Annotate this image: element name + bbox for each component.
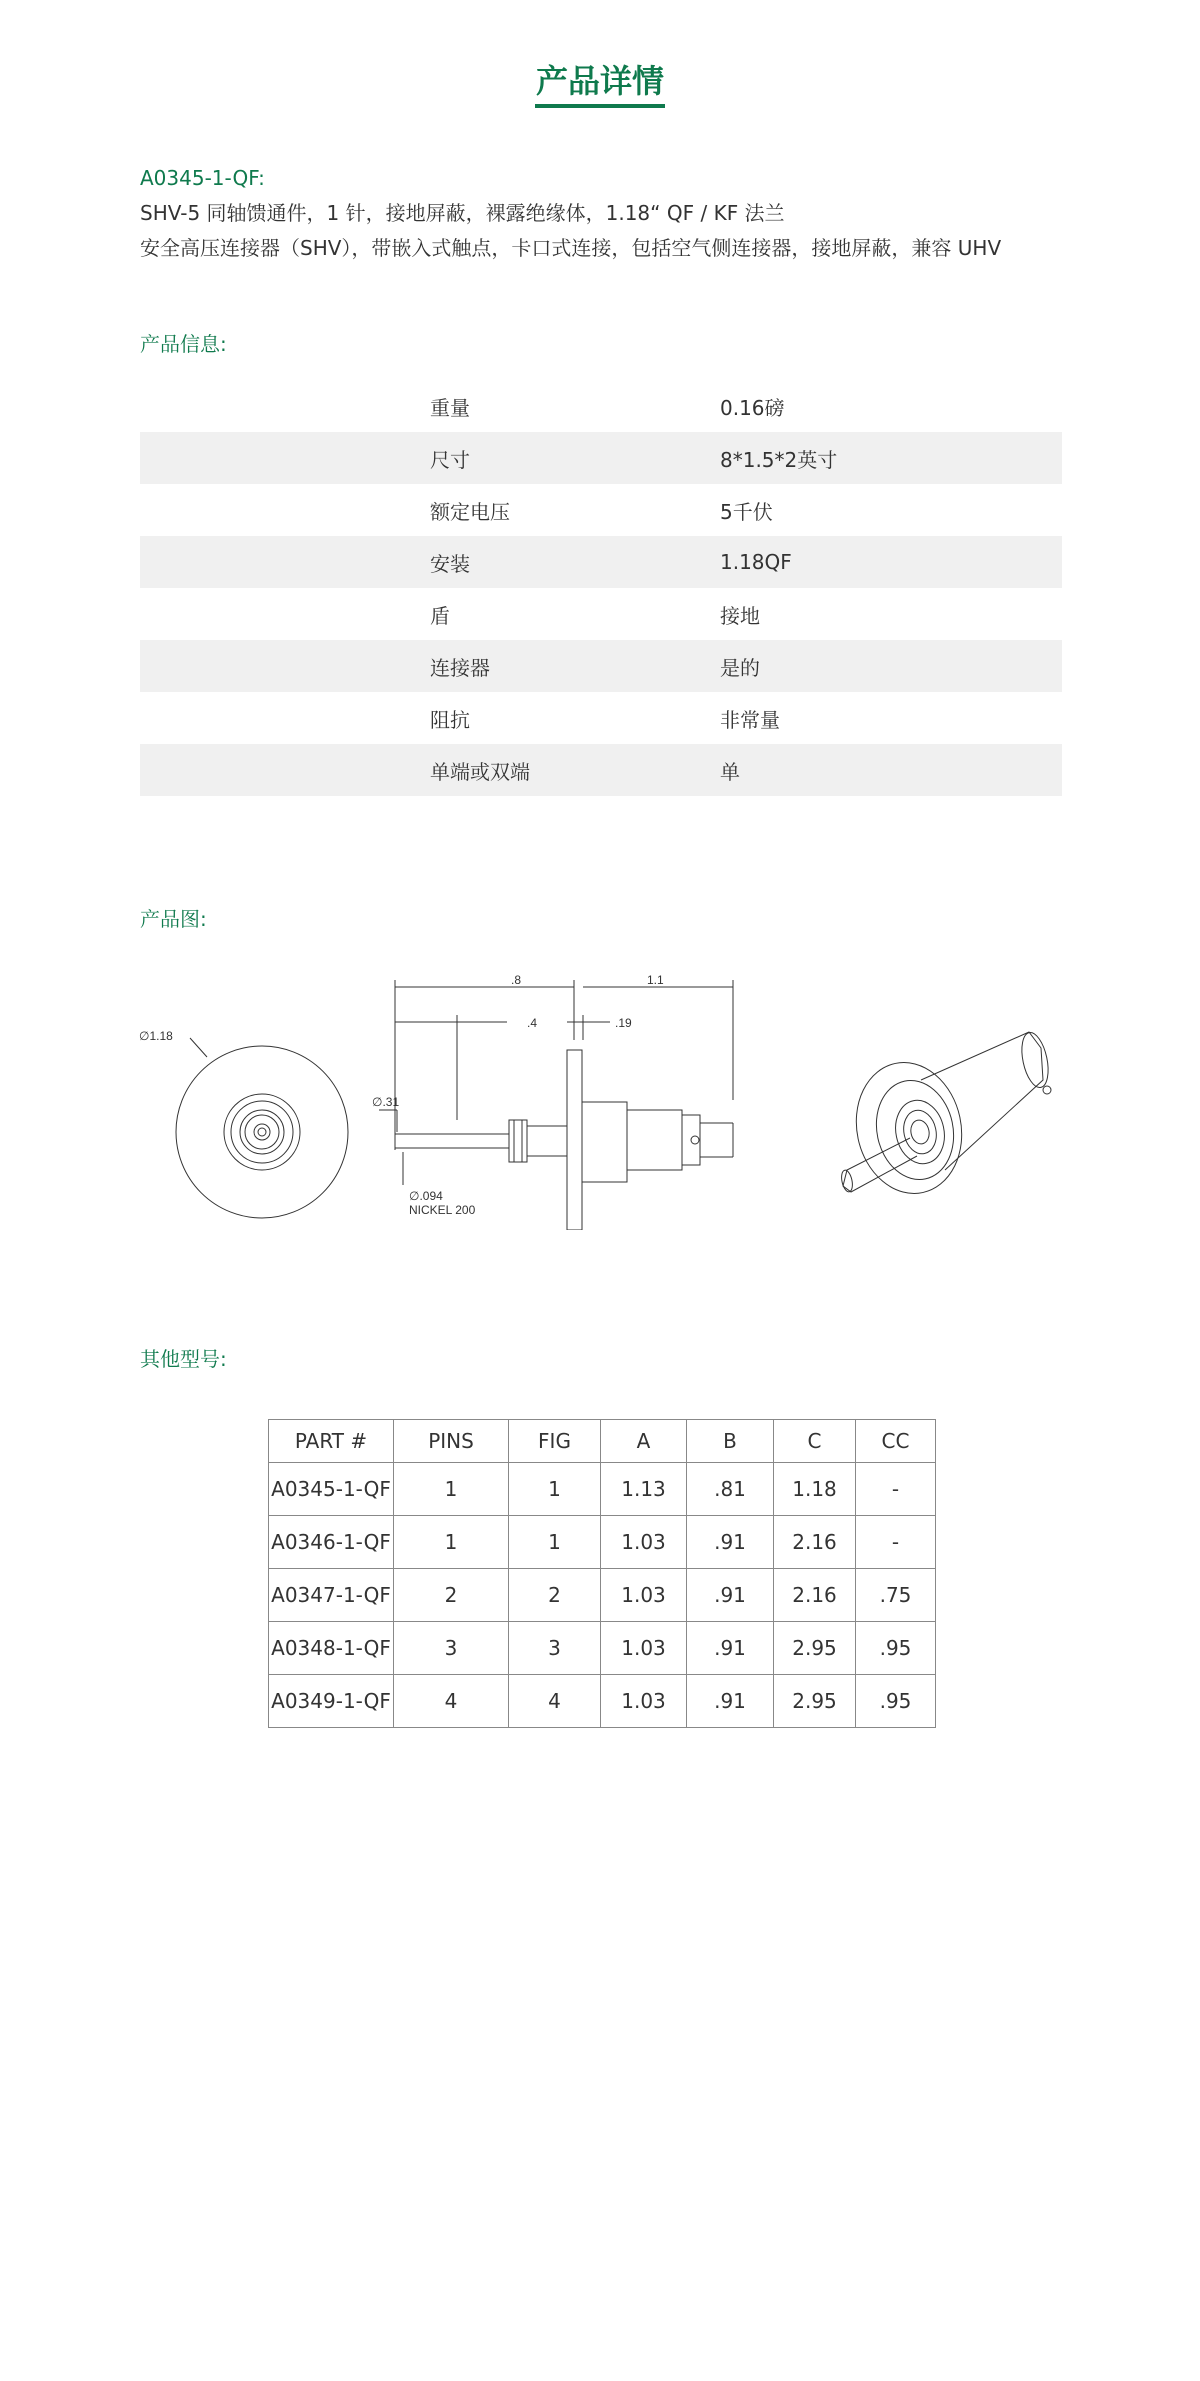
table-cell: .91 [687,1569,774,1622]
column-header: PINS [394,1420,509,1463]
spec-value: 8*1.5*2英寸 [720,447,838,472]
table-cell: 2.95 [774,1622,856,1675]
table-cell: A0347-1-QF [269,1569,394,1622]
table-cell: .95 [856,1675,936,1728]
product-figure-label: 产品图: [140,907,207,931]
column-header: PART # [269,1420,394,1463]
intro-line-2: 安全高压连接器（SHV），带嵌入式触点，卡口式连接，包括空气侧连接器，接地屏蔽，兼容 UHV [140,236,1002,260]
title-underline [535,104,665,108]
spec-key: 单端或双端 [430,759,530,784]
spec-value: 单 [720,759,740,784]
spec-key: 盾 [430,603,450,628]
table-cell: 1.03 [601,1675,687,1728]
table-cell: 1 [394,1463,509,1516]
intro-line-1: SHV-5 同轴馈通件，1 针，接地屏蔽，裸露绝缘体，1.18“ QF / KF 法兰 [140,201,785,225]
table-cell: 1.13 [601,1463,687,1516]
spec-row [140,380,1062,432]
spec-row [140,640,1062,692]
table-row [269,1569,936,1622]
material-label: NICKEL 200 [409,1203,476,1217]
table-cell: 4 [509,1675,601,1728]
spec-key: 额定电压 [430,499,510,524]
flange-dia-label: ∅1.18 [139,1029,173,1043]
product-info-label: 产品信息: [140,332,227,356]
spec-key: 安装 [430,551,470,576]
table-cell: .75 [856,1569,936,1622]
dim-label: ∅.094 [409,1189,443,1203]
spec-key: 尺寸 [430,447,470,472]
table-cell: 2 [394,1569,509,1622]
table-cell: 3 [394,1622,509,1675]
table-cell: A0345-1-QF [269,1463,394,1516]
table-cell: .95 [856,1622,936,1675]
dim-label: ∅.31 [372,1095,400,1109]
front-view [139,1029,348,1218]
table-cell: A0346-1-QF [269,1516,394,1569]
other-models-label: 其他型号: [140,1347,227,1371]
dim-label: .19 [615,1016,632,1030]
column-header: C [774,1420,856,1463]
spec-value: 是的 [720,655,760,680]
spec-value: 5千伏 [720,499,773,524]
table-header-row [269,1420,936,1463]
table-cell: .81 [687,1463,774,1516]
side-view [372,973,733,1230]
column-header: B [687,1420,774,1463]
spec-row [140,536,1062,588]
spec-row [140,692,1062,744]
table-cell: - [856,1516,936,1569]
spec-row [140,744,1062,796]
spec-key: 重量 [430,395,470,420]
table-cell: A0349-1-QF [269,1675,394,1728]
technical-drawing [135,960,1070,1230]
table-cell: 1 [509,1463,601,1516]
model-label: A0345-1-QF: [140,166,265,190]
table-row [269,1622,936,1675]
table-cell: 1 [394,1516,509,1569]
table-cell: .91 [687,1675,774,1728]
product-info-table [140,380,1062,796]
table-row [269,1675,936,1728]
spec-value: 1.18QF [720,550,792,574]
table-cell: 4 [394,1675,509,1728]
table-cell: 1.03 [601,1569,687,1622]
table-cell: - [856,1463,936,1516]
spec-row [140,484,1062,536]
spec-value: 接地 [720,603,760,628]
spec-key: 阻抗 [430,707,470,732]
table-cell: 2 [509,1569,601,1622]
column-header: CC [856,1420,936,1463]
dim-label: .8 [511,973,522,987]
table-cell: 1.03 [601,1516,687,1569]
column-header: A [601,1420,687,1463]
spec-value: 0.16磅 [720,395,785,420]
table-cell: .91 [687,1622,774,1675]
table-row [269,1516,936,1569]
table-cell: .91 [687,1516,774,1569]
spec-row [140,432,1062,484]
table-cell: 1 [509,1516,601,1569]
column-header: FIG [509,1420,601,1463]
table-cell: A0348-1-QF [269,1622,394,1675]
table-cell: 2.95 [774,1675,856,1728]
spec-key: 连接器 [430,655,490,680]
dim-label: .4 [527,1016,538,1030]
table-row [269,1463,936,1516]
table-cell: 1.03 [601,1622,687,1675]
spec-row [140,588,1062,640]
table-cell: 2.16 [774,1569,856,1622]
dim-label: 1.1 [647,973,664,987]
spec-value: 非常量 [720,707,780,732]
table-cell: 3 [509,1622,601,1675]
isometric-view [840,1030,1053,1203]
models-table [268,1419,936,1728]
page-title: 产品详情 [535,62,664,100]
table-cell: 1.18 [774,1463,856,1516]
table-cell: 2.16 [774,1516,856,1569]
